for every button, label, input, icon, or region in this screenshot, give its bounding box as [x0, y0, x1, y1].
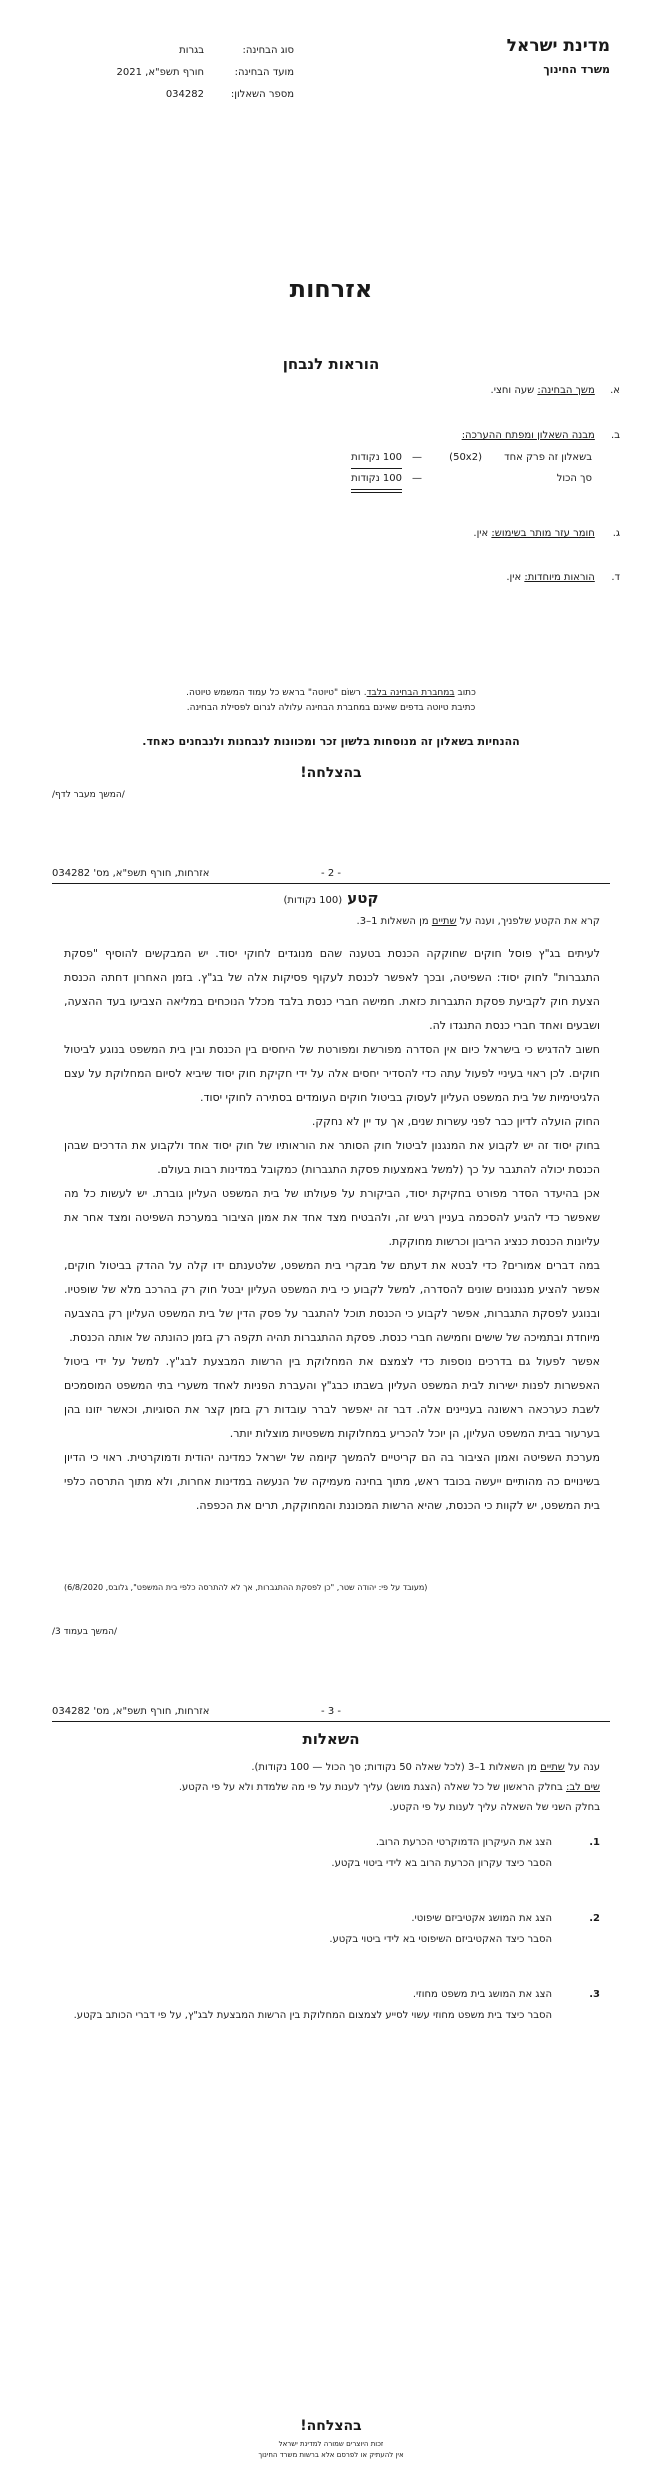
question-prompt: הצג את העיקרון הדמוקרטי הכרעת הרוב. [375, 1837, 552, 1848]
question-1: 1. הצג את העיקרון הדמוקרטי הכרעת הרוב. הסבר כיצד עקרון הכרעת הרוב בא לידי ביטוי בקטע. [64, 1832, 600, 1874]
passage-paragraph: במה דברים אמורים? כדי לבטא את דעתם של מבקרי בית המשפט, שלטענתם ידו קלה על ההדק בביטול חוקים, אפשר להציע מנגנונים שונים להסדרה, למשל לקבוע כי בית המשפט העליון יבטל חוק רק בהרכב מלא של שופטיו. ובנוגע לפסקת התגברות, אפשר לקבוע כי הכנסת תוכל להתגבר על פסק הדין של בית המשפט העליון רק בהצבעה מיוחדת ובתמיכה של שישים וחמישה חברי כנסת. פסקת ההתגברות תהיה תקפה רק בזמן כהונתה של אותה הכנסת. [64, 1259, 600, 1344]
copyright-line-1: זכות היוצרים שמורה למדינת ישראל [278, 2440, 384, 2448]
passage-paragraph: בחוק יסוד זה יש לקבוע את המנגנון לביטול חוק הסותר את הוראותיו של חוק יסוד אחד ולקבוע את הדרכים שבהן הכנסת יכולה להתגבר על כך (למשל באמצעות פסקת התגברות) כמקובל במדינות רבות בעולם. [64, 1139, 600, 1176]
gender-note: ההנחיות בשאלון זה מנוסחות בלשון זכר ומכוונות לנבחנות ולנבחנים כאחד. [142, 735, 520, 748]
question-2: 2. הצג את המושג אקטיביזם שיפוטי. הסבר כיצד האקטיביזם השיפוטי בא לידי ביטוי בקטע. [64, 1908, 600, 1950]
continued-note: /המשך מעבר לדף/ [52, 790, 125, 800]
passage-heading: קטע (100 נקודות) [283, 889, 379, 907]
instruction-duration: א. משך הבחינה: שעה וחצי. [490, 385, 620, 396]
page3-number: - 3 - [321, 1706, 341, 1717]
meta-number: מספר השאלון: 034282 [165, 89, 294, 100]
passage-paragraph: לעיתים בג"ץ פוסל חוקים שחוקקה הכנסת בטענה שהם מנוגדים לחוקי יסוד. יש המבקשים להוסיף "פסקת התגברות" לחוק יסוד: השפיטה, ובכך לאפשר לכנסת לעקוף פסיקות אלה של בג"ץ. בזמן האחרון דחתה הכנסת הצעת חוק לקביעת פסקת התגברות כזאת. חמישה חברי כנסת בלבד מכלל הנוכחים במליאה הצביעו בעד ההצעה, ושבעים ואחד חברי כנסת התנגדו לה. [64, 947, 600, 1032]
passage-paragraph: החוק הועלה לדיון כבר לפני עשרות שנים, אך עד יין לא נחקק. [311, 1115, 600, 1128]
ministry-title: משרד החינוך [543, 63, 610, 76]
question-explain: הסבר כיצד עקרון הכרעת הרוב בא לידי ביטוי בקטע. [331, 1858, 552, 1869]
question-prompt: הצג את המושג בית משפט מחוזי. [412, 1989, 552, 2000]
question-explain: הסבר כיצד האקטיביזם השיפוטי בא לידי ביטוי בקטע. [329, 1934, 552, 1945]
part-two-instruction: בחלק השני של השאלה עליך לענות על פי הקטע. [389, 1802, 600, 1813]
exam-meta [114, 40, 294, 106]
page2-number: - 2 - [321, 868, 341, 879]
final-good-luck: בהצלחה! [300, 2418, 362, 2434]
instruction-special: ד. הוראות מיוחדות: אין. [506, 572, 620, 583]
page2-header: אזרחות, חורף תשפ"א, מס' 034282 [52, 868, 210, 879]
questions-title: השאלות [302, 1730, 360, 1748]
question-prompt: הצג את המושג אקטיביזם שיפוטי. [411, 1913, 552, 1924]
meta-date: מועד הבחינה: חורף תשפ"א, 2021 [116, 67, 294, 78]
question-explain: הסבר כיצד בית משפט מחוזי עשוי לסייע לצמצום המחלוקת בין הרשות המבצעת לבג"ץ, על פי דברי הכותב בקטע. [73, 2010, 552, 2021]
instruction-materials: ג. חומר עזר מותר בשימוש: אין. [473, 528, 620, 539]
country-title: מדינת ישראל [506, 36, 610, 56]
questions-instructions [64, 1758, 600, 1818]
passage-paragraph: אכן בהיעדר הסדר מפורט בחקיקת יסוד, הביקורת על פעולתו של בית המשפט העליון גוברת. יש לעשות כל מה שאפשר כדי להגיע להסכמה בעניין רגיש זה, ולהבטיח מצד אחד את אמון הציבור במערכת השפיטה ומצד אחר את עליונות הכנסת כנציג הריבון וכרשות מחוקקת. [64, 1187, 600, 1248]
question-3: 3. הצג את המושג בית משפט מחוזי. הסבר כיצד בית משפט מחוזי עשוי לסייע לצמצום המחלוקת בין הרשות המבצעת לבג"ץ, על פי דברי הכותב בקטע. [64, 1984, 600, 2026]
good-luck: בהצלחה! [300, 765, 362, 781]
draft-note: כתוב במחברת הבחינה בלבד. רשוֹם "טיוטה" בראש כל עמוד המשמש טיוטה. [186, 688, 476, 698]
instructions-title: הוראות לנבחן [282, 355, 380, 373]
passage-source: (מעובד על פי: יהודה שטר, "כן לפסקת ההתגברות, אך לא להתרסה כלפי בית המשפט", גלובס, 6/8/2020) [64, 1583, 428, 1592]
page3-header-rule [52, 1721, 610, 1722]
instruction-structure: ב. מבנה השאלון ומפתח ההערכה: [461, 430, 620, 441]
subject-title: אזרחות [289, 275, 373, 303]
page2-continued: /המשך בעמוד 3/ [52, 1627, 118, 1637]
page3-header: אזרחות, חורף תשפ"א, מס' 034282 [52, 1706, 210, 1717]
passage-paragraph: חשוב להדגיש כי בישראל כיום אין הסדרה מפורשת ומפורטת של היחסים בין הכנסת ובין בית המשפט בנוגע לביטול חוקים. לכן ראוי בעיניי לפעול עתה כדי להסדיר יחסים אלה על ידי חקיקת חוק יסוד שיביא לסיום המחלוקת על עצם הלגיטימיות של בית המשפט העליון לעסוק בביטול חוקים העומדים בסתירה לחוקי יסוד. [64, 1043, 600, 1104]
passage-paragraph: מערכת השפיטה ואמון הציבור בה הם קריטיים להמשך קיומה של ישראל כמדינה יהודית ודמוקרטית. ראוי כי הדיון בשינויים כה מהותיים ייעשה בכובד ראש, מתוך בחינה מעמיקה של הנעשה במדינות אחרות, ולא מתוך התרסה כלפי בית המשפט, יש לקוות כי הכנסת, שהיא הרשות המכוננת והמחוקקת, תרים את הכפפה. [64, 1451, 600, 1512]
draft-warning: כתיבת טיוטה בדפים שאינם במחברת הבחינה עלולה לגרום לפסילת הבחינה. [186, 703, 476, 713]
passage-intro: קרא את הקטע שלפניך, וענה על שתיים מן השאלות 1–3. [356, 916, 600, 927]
answer-instruction: ענה על שתיים מן השאלות 1–3 (לכל שאלה 50 נקודות; סך הכול — 100 נקודות). [251, 1762, 600, 1773]
passage-paragraph: אפשר לפעול גם בדרכים נוספות כדי לצמצם את המחלוקת בין הרשות המבצעת לבג"ץ. למשל על ידי ביטול האפשרות לפנות ישירות לבית המשפט העליון בשבתו כבג"ץ והעברת הפניות לאחד משערי בתי המשפט המוסמכים לשבת כערכאה ראשונה בעניינים אלה. דבר זה יאפשר לברר עובדות רק בזמן קצר את הסוגיות, וכאשר יזונו בהן בערעור בבית המשפט העליון, הן יוכל להכריע במחלוקות משפטיות מוצלות יותר. [64, 1355, 600, 1440]
meta-type: סוג הבחינה: בגרות [179, 45, 294, 56]
structure-row-total: סך הכול — 100 נקודות [262, 469, 592, 490]
note-instruction: שים לב: בחלק הראשון של כל שאלה (הצגת מושג) עליך לענות על פי מה שלמדת ולא על פי הקטע. [178, 1782, 600, 1793]
structure-table [262, 448, 592, 490]
structure-row-chapter: בשאלון זה פרק אחד (50x2) — 100 נקודות [262, 448, 592, 469]
page2-header-rule [52, 883, 610, 884]
passage-body [64, 942, 600, 1518]
copyright-line-2: אין להעתיק או לפרסם אלא ברשות משרד החינוך [258, 2451, 404, 2459]
